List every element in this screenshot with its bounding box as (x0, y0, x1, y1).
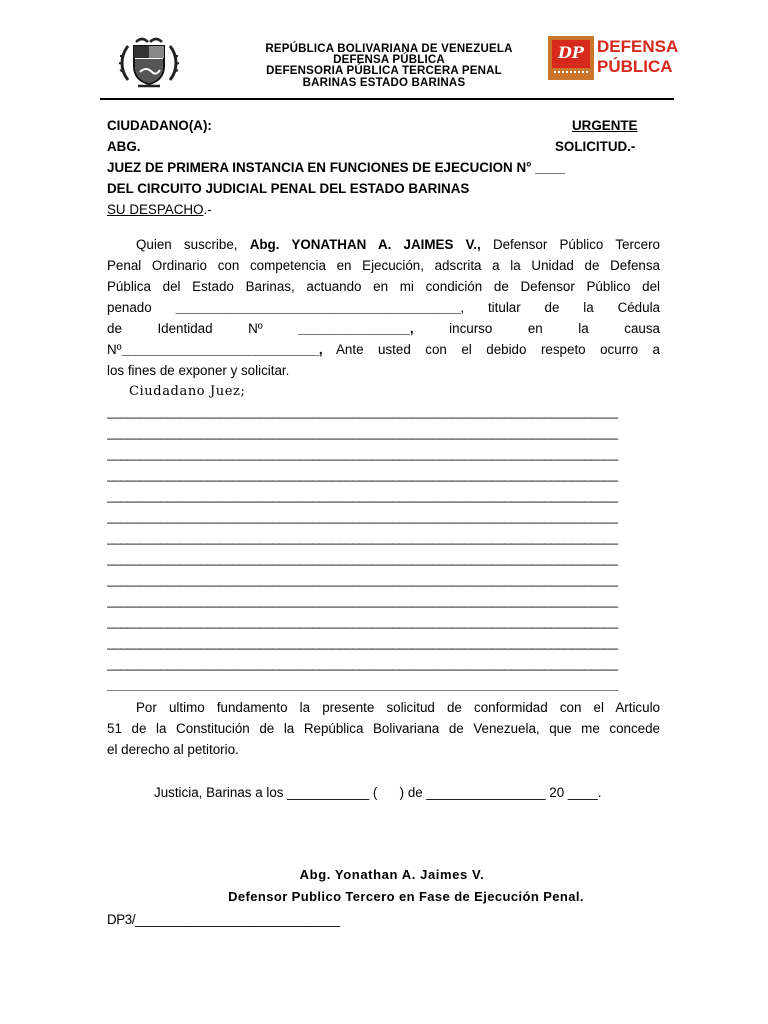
word-numero: Nº (248, 321, 263, 336)
defensa-publica-logo (548, 36, 679, 80)
word-identidad: Identidad (157, 321, 213, 336)
blank-line: _____________________________________________________________________________ (107, 425, 618, 440)
ciudadano-label: CIUDADANO(A): (107, 118, 212, 133)
intro-rest: Defensor Público Tercero (480, 237, 660, 252)
blank-line: _____________________________________________________________________________ (107, 446, 618, 461)
intro-line-6 (107, 339, 660, 360)
penado-blank: _________________________________________ (175, 300, 461, 315)
header-line-2: DEFENSA PÚBLICA (333, 54, 445, 66)
ante-usted: Ante usted con el debido respeto ocurro a (322, 342, 660, 357)
intro-name: Abg. YONATHAN A. JAIMES V., (249, 237, 481, 252)
solicitud-label: SOLICITUD.- (555, 139, 636, 154)
salutation: Ciudadano Juez; (129, 384, 246, 399)
logo-word-2: PÚBLICA (597, 57, 673, 76)
word-en: en (527, 321, 543, 336)
logo-initials: DP (558, 43, 584, 62)
header-rule (100, 98, 674, 100)
blank-line: _____________________________________________________________________________ (107, 467, 618, 482)
date-line: Justicia, Barinas a los ___________ ( ) de ________________ 20 ____. (154, 785, 602, 800)
despacho-text: SU DESPACHO (107, 202, 204, 217)
word-la: la (578, 321, 589, 336)
penado-label: penado (107, 300, 176, 315)
closing-line-3: el derecho al petitorio. (107, 742, 239, 757)
header-line-1: REPÚBLICA BOLIVARIANA DE VENEZUELA (265, 43, 513, 55)
blank-line: _____________________________________________________________________________ (107, 551, 618, 566)
blank-line: _____________________________________________________________________________ (107, 530, 618, 545)
blank-line: _____________________________________________________________________________ (107, 404, 618, 419)
blank-line: _____________________________________________________________________________ (107, 656, 618, 671)
urgente-label: URGENTE (572, 118, 638, 133)
cedula-label: , titular de la Cédula (460, 300, 661, 315)
causa-label: Nº (107, 342, 122, 357)
intro-line-1 (136, 234, 660, 255)
circuito-line: DEL CIRCUITO JUDICIAL PENAL DEL ESTADO BARINAS (107, 181, 470, 196)
header-line-3: DEFENSORIA PÚBLICA TERCERA PENAL (266, 65, 502, 77)
intro-line-5 (107, 318, 660, 339)
juez-line: JUEZ DE PRIMERA INSTANCIA EN FUNCIONES DE EJECUCION N° ____ (107, 160, 565, 175)
blank-line: _____________________________________________________________________________ (107, 677, 618, 692)
closing-line-1: Por ultimo fundamento la presente solicitud de conformidad con el Articulo (136, 700, 660, 715)
despacho-line (107, 202, 212, 218)
signature-name: Abg. Yonathan A. Jaimes V. (299, 867, 485, 882)
intro-pre: Quien suscribe, (136, 237, 250, 252)
cedula-blank: _______________, (298, 321, 414, 336)
signature-title: Defensor Publico Tercero en Fase de Ejecución Penal. (228, 889, 584, 904)
intro-line-2: Penal Ordinario con competencia en Ejecución, adscrita a la Unidad de Defensa (107, 258, 660, 273)
blank-line: _____________________________________________________________________________ (107, 614, 618, 629)
word-de: de (107, 321, 122, 336)
abg-label: ABG. (107, 139, 141, 154)
despacho-suffix: .- (203, 202, 212, 217)
closing-line-2: 51 de la Constitución de la República Bolivariana de Venezuela, que me concede (107, 721, 660, 736)
blank-line: _____________________________________________________________________________ (107, 572, 618, 587)
intro-line-3: Pública del Estado Barinas, actuando en mi condición de Defensor Público del (107, 279, 660, 294)
blank-line: _____________________________________________________________________________ (107, 509, 618, 524)
logo-word-1: DEFENSA (597, 37, 679, 56)
word-causa: causa (624, 321, 660, 336)
blank-line: _____________________________________________________________________________ (107, 593, 618, 608)
word-incurso: incurso (449, 321, 493, 336)
causa-blank: ____________________________, (121, 342, 323, 357)
blank-line: _____________________________________________________________________________ (107, 488, 618, 503)
intro-line-4 (107, 297, 660, 318)
blank-line: _____________________________________________________________________________ (107, 635, 618, 650)
intro-line-7: los fines de exponer y solicitar. (107, 363, 290, 378)
header-line-4: BARINAS ESTADO BARINAS (302, 77, 466, 89)
reference-line: DP3/_____________________________ (107, 912, 340, 927)
